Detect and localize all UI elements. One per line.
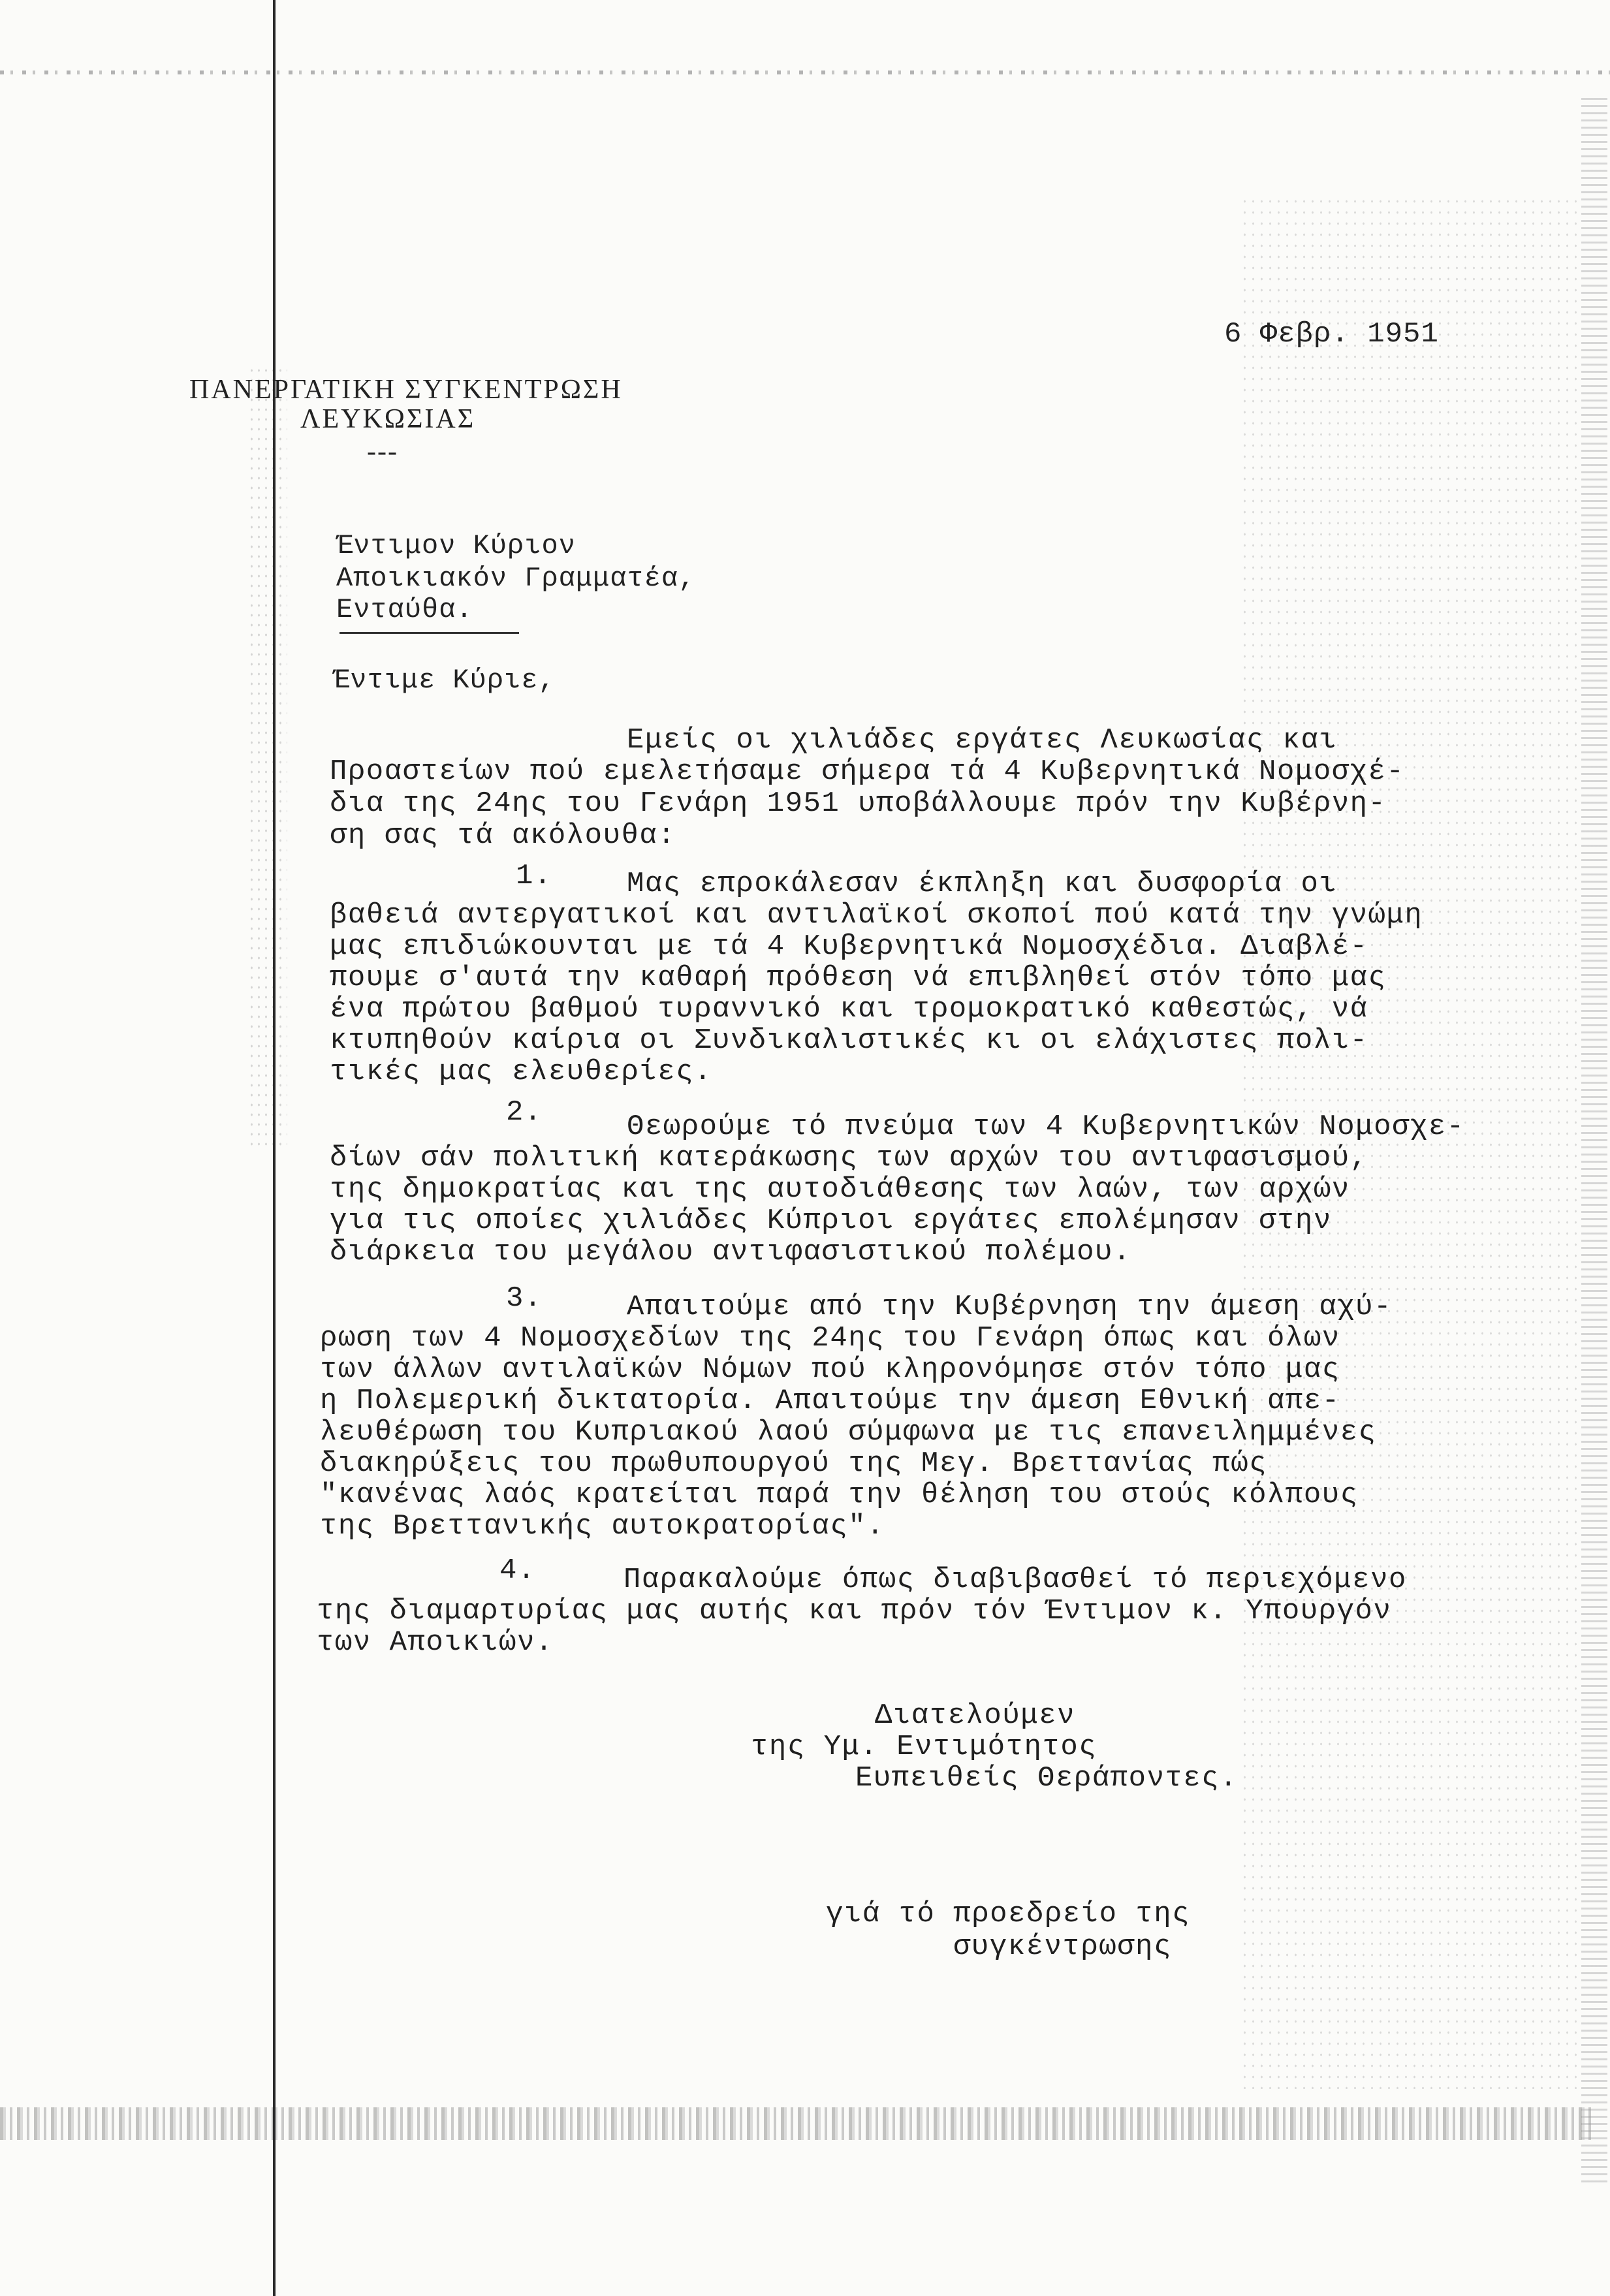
point-line: τικές μας ελευθερίες.	[330, 1056, 712, 1088]
point-line: λευθέρωση του Κυπριακού λαού σύμφωνα με τις επανειλημμένες	[320, 1416, 1377, 1449]
point-line: των Αποικιών.	[317, 1626, 554, 1659]
point-number: 3.	[506, 1282, 543, 1315]
sender-line-1: ΠΑΝΕΡΓΑΤΙΚΗ ΣΥΓΚΕΝΤΡΩΣΗ	[189, 375, 623, 405]
point-line: μας επιδιώκουνται με τά 4 Κυβερνητικά Νομοσχέδια. Διαβλέ-	[330, 930, 1368, 963]
addressee-line-1: Έντιμον Κύριον	[336, 530, 576, 561]
addressee-underline	[339, 632, 519, 634]
scan-edge-top	[0, 71, 1610, 74]
signature-line: συγκέντρωσης	[953, 1930, 1172, 1963]
point-line: βαθειά αντεργατικοί και αντιλαϊκοί σκοποί πού κατά την γνώμη	[330, 899, 1423, 932]
point-line: η Πολεμερική δικτατορία. Απαιτούμε την άμεση Εθνική απε-	[320, 1385, 1340, 1417]
point-line: της διαμαρτυρίας μας αυτής και πρόν τόν Έντιμον κ. Υπουργόν	[317, 1595, 1392, 1628]
point-line: πουμε σ'αυτά την καθαρή πρόθεση νά επιβληθεί στόν τόπο μας	[330, 962, 1387, 994]
closing-line: της Υμ. Εντιμότητος	[751, 1731, 1097, 1763]
salutation: Έντιμε Κύριε,	[333, 665, 556, 696]
point-number: 1.	[516, 860, 552, 892]
margin-fold-line	[273, 0, 276, 2296]
closing-line: Διατελούμεν	[875, 1699, 1075, 1732]
scan-edge-right	[1581, 98, 1607, 2187]
point-line: Μας επροκάλεσαν έκπληξη και δυσφορία οι	[627, 868, 1338, 900]
point-line: ρωση των 4 Νομοσχεδίων της 24ης του Γενάρη όπως και όλων	[320, 1322, 1340, 1355]
closing-line: Ευπειθείς Θεράποντες.	[855, 1762, 1238, 1795]
intro-line: δια της 24ης του Γενάρη 1951 υποβάλλουμε πρόν την Κυβέρνη-	[330, 787, 1387, 820]
point-line: διακηρύξεις του πρωθυπουργού της Μεγ. Βρεττανίας πώς	[320, 1447, 1268, 1480]
intro-line: Εμείς οι χιλιάδες εργάτες Λευκωσίας και	[627, 724, 1338, 757]
intro-line: ση σας τά ακόλουθα:	[330, 819, 676, 852]
signature-line: γιά τό προεδρείο της	[826, 1898, 1191, 1930]
scan-edge-bottom	[0, 2107, 1593, 2140]
point-line: Απαιτούμε από την Κυβέρνηση την άμεση αχύ-	[627, 1291, 1392, 1323]
point-line: διάρκεια του μεγάλου αντιφασιστικού πολέμου.	[330, 1236, 1131, 1268]
point-number: 4.	[499, 1554, 536, 1587]
point-line: της Βρεττανικής αυτοκρατορίας".	[320, 1510, 885, 1543]
point-line: κτυπηθούν καίρια οι Συνδικαλιστικές κι οι ελάχιστες πολι-	[330, 1024, 1368, 1057]
point-line: της δημοκρατίας και της αυτοδιάθεσης των λαών, των αρχών	[330, 1173, 1350, 1206]
point-line: "κανένας λαός κρατείται παρά την θέληση του στούς κόλπους	[320, 1479, 1359, 1511]
point-line: δίων σάν πολιτική κατεράκωσης των αρχών του αντιφασισμού,	[330, 1142, 1368, 1174]
point-line: Θεωρούμε τό πνεύμα των 4 Κυβερνητικών Νομοσχε-	[627, 1110, 1465, 1143]
point-line: των άλλων αντιλαϊκών Νόμων πού κληρονόμησε στόν τόπο μας	[320, 1353, 1340, 1386]
point-line: ένα πρώτου βαθμού τυραννικό και τρομοκρατικό καθεστώς, νά	[330, 993, 1368, 1026]
point-number: 2.	[506, 1096, 543, 1129]
scan-noise	[248, 366, 287, 1149]
sender-separator: ---	[367, 437, 398, 467]
point-line: Παρακαλούμε όπως διαβιβασθεί τό περιεχόμενο	[623, 1564, 1407, 1596]
intro-line: Προαστείων πού εμελετήσαμε σήμερα τά 4 Κυβερνητικά Νομοσχέ-	[330, 755, 1405, 788]
point-line: για τις οποίες χιλιάδες Κύπριοι εργάτες επολέμησαν στην	[330, 1204, 1332, 1237]
letter-date: 6 Φεβρ. 1951	[1224, 318, 1439, 351]
sender-line-2: ΛΕΥΚΩΣΙΑΣ	[300, 404, 476, 434]
addressee-line-3: Ενταύθα.	[336, 594, 473, 625]
addressee-line-2: Αποικιακόν Γραμματέα,	[336, 563, 696, 594]
